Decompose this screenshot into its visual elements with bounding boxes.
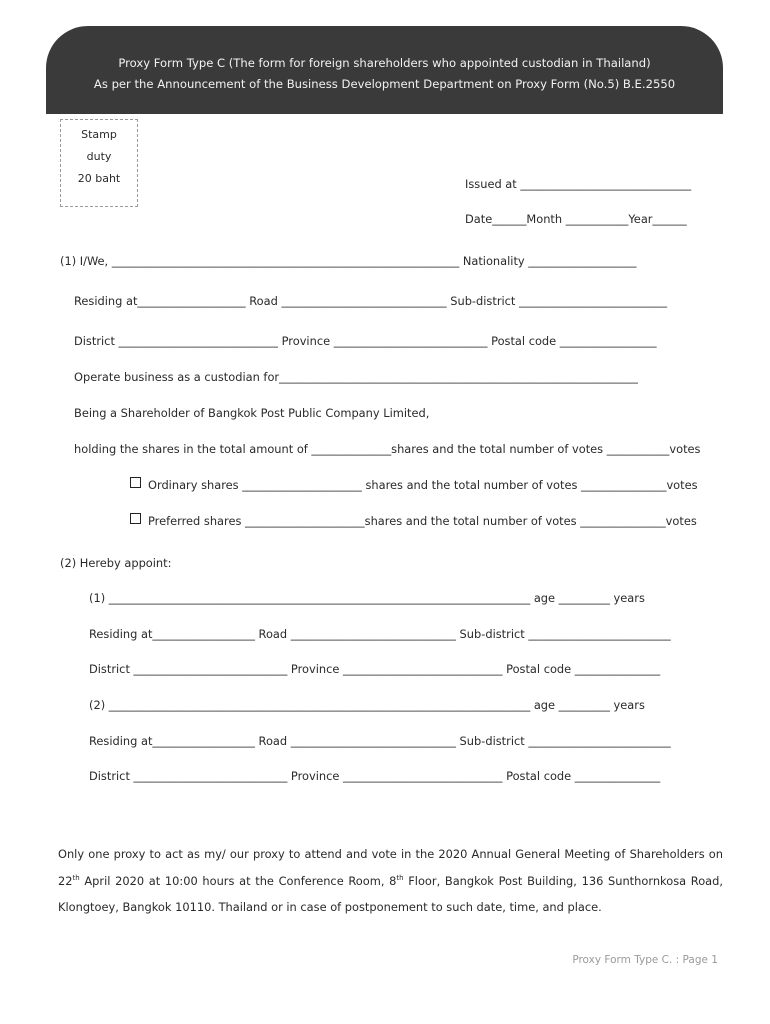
proxy-1-district-line[interactable]: District ___________________________ Province ____________________________ Postal code _______________: [89, 662, 661, 676]
header-title: Proxy Form Type C (The form for foreign shareholders who appointed custodian in Thailand): [118, 56, 651, 70]
paragraph-sup-1: th: [72, 873, 80, 882]
stamp-line-3: 20 baht: [77, 172, 121, 185]
proxy-2-name-line[interactable]: (2) __________________________________________________________________________ age _________ years: [89, 698, 645, 712]
paragraph-part-3: Floor, Bangkok Post Building, 136 Sunthornkosa Road, Klongtoey, Bangkok 10110. Thailand or in case of postponement to such date, time, and place.: [58, 873, 723, 914]
page-footer: Proxy Form Type C. : Page 1: [572, 954, 718, 966]
appoint-heading: (2) Hereby appoint:: [60, 556, 172, 570]
stamp-duty-box: [60, 119, 138, 207]
custodian-line[interactable]: Operate business as a custodian for_______________________________________________________________: [74, 370, 638, 384]
proxy-1-address-line[interactable]: Residing at__________________ Road _____________________________ Sub-district _________________________: [89, 627, 671, 641]
preferred-shares-line[interactable]: Preferred shares _____________________shares and the total number of votes _______________votes: [148, 514, 697, 528]
paragraph-sup-2: th: [396, 873, 404, 882]
shareholder-district-line[interactable]: District ____________________________ Province ___________________________ Postal code _________________: [74, 334, 657, 348]
paragraph-part-2: April 2020 at 10:00 hours at the Conference Room, 8: [79, 873, 397, 888]
shareholder-address-line[interactable]: Residing at___________________ Road _____________________________ Sub-district __________________________: [74, 294, 668, 308]
shareholder-statement: Being a Shareholder of Bangkok Post Public Company Limited,: [74, 406, 430, 420]
proxy-1-name-line[interactable]: (1) __________________________________________________________________________ age _________ years: [89, 591, 645, 605]
stamp-line-1: Stamp: [81, 128, 117, 141]
date-field[interactable]: Date______Month ___________Year______: [465, 212, 687, 226]
preferred-shares-checkbox[interactable]: [130, 513, 141, 524]
meeting-paragraph: [58, 841, 723, 921]
paragraph-part-1: Only one proxy to act as my/ our proxy to attend and vote in the 2020 Annual General Meeting of Shareholders on 22: [58, 847, 723, 888]
header-subtitle: As per the Announcement of the Business Development Department on Proxy Form (No.5) B.E.2550: [93, 77, 676, 91]
ordinary-shares-line[interactable]: Ordinary shares _____________________ shares and the total number of votes _______________votes: [148, 478, 698, 492]
stamp-line-2: duty: [86, 150, 112, 163]
proxy-2-district-line[interactable]: District ___________________________ Province ____________________________ Postal code _______________: [89, 769, 661, 783]
form-header: [46, 26, 723, 114]
total-shares-line[interactable]: holding the shares in the total amount of ______________shares and the total number of votes ___________votes: [74, 442, 701, 456]
ordinary-shares-checkbox[interactable]: [130, 477, 141, 488]
shareholder-name-line[interactable]: (1) I/We, _____________________________________________________________ Nationality ___________________: [60, 254, 637, 268]
proxy-2-address-line[interactable]: Residing at__________________ Road _____________________________ Sub-district _________________________: [89, 734, 671, 748]
issued-at-field[interactable]: Issued at ______________________________: [465, 177, 692, 191]
